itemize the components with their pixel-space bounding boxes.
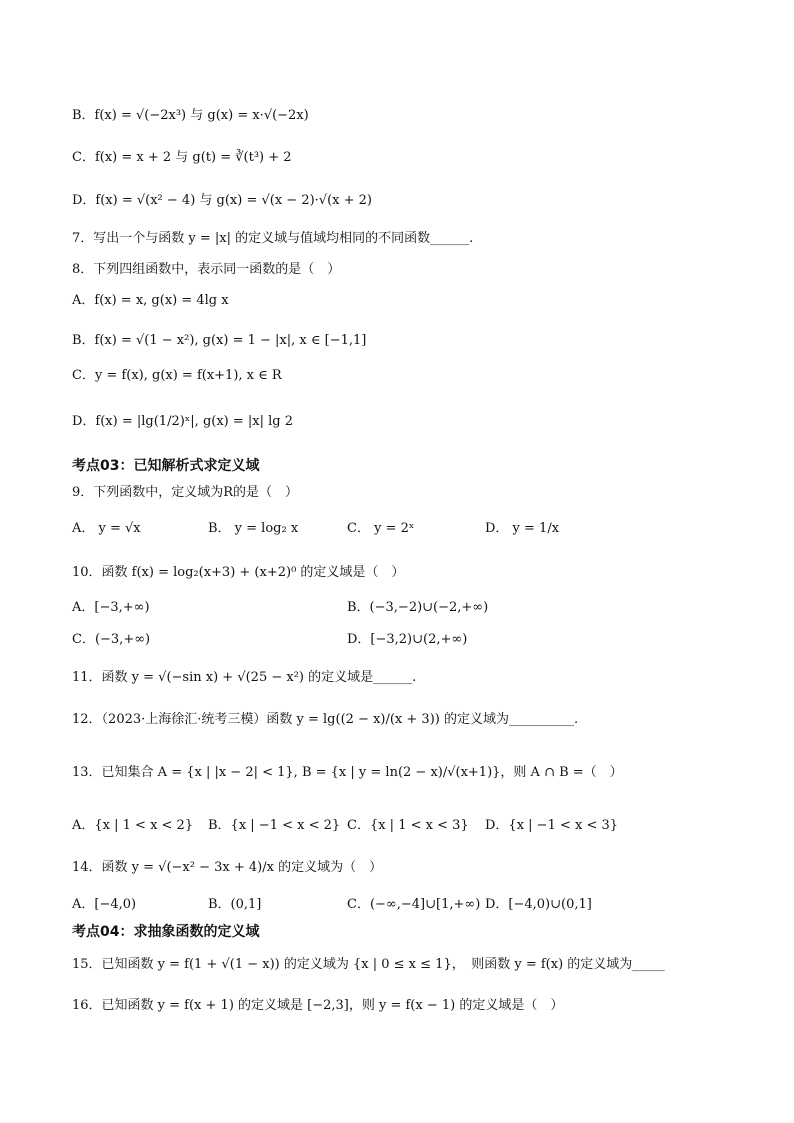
q13-option-c: C．{x | 1 < x < 3} bbox=[347, 818, 469, 833]
q9-option-c: C． y = 2ˣ bbox=[347, 521, 415, 536]
q10-stem: 10．函数 f(x) = log₂(x+3) + (x+2)⁰ 的定义域是（ ） bbox=[72, 565, 405, 580]
q6-option-b: B．f(x) = √(−2x³) 与 g(x) = x·√(−2x) bbox=[72, 108, 309, 123]
q10-option-c: C．(−3,+∞) bbox=[72, 632, 151, 647]
q12-stem: 12．（2023·上海徐汇·统考三模）函数 y = lg((2 − x)/(x + 3)) 的定义域为__________. bbox=[72, 712, 579, 727]
q14-option-a: A．[−4,0) bbox=[72, 897, 137, 912]
q8-stem: 8．下列四组函数中，表示同一函数的是（ ） bbox=[72, 262, 341, 277]
q13-option-a: A．{x | 1 < x < 2} bbox=[72, 818, 194, 833]
q9-option-b: B． y = log₂ x bbox=[208, 521, 299, 536]
q14-option-d: D．[−4,0)∪(0,1] bbox=[485, 897, 592, 912]
q9-option-d: D． y = 1/x bbox=[485, 521, 560, 536]
q6-option-d: D．f(x) = √(x² − 4) 与 g(x) = √(x − 2)·√(x + 2) bbox=[72, 193, 372, 208]
section-heading-04: 考点04：求抽象函数的定义域 bbox=[72, 924, 260, 940]
q8-option-a: A．f(x) = x, g(x) = 4lg x bbox=[72, 293, 229, 308]
q14-stem: 14．函数 y = √(−x² − 3x + 4)/x 的定义域为（ ） bbox=[72, 860, 383, 875]
q14-option-c: C．(−∞,−4]∪[1,+∞) bbox=[347, 897, 481, 912]
q11-stem: 11．函数 y = √(−sin x) + √(25 − x²) 的定义域是______. bbox=[72, 670, 417, 685]
q13-stem: 13．已知集合 A = {x | |x − 2| < 1}, B = {x | y = ln(2 − x)/√(x+1)}，则 A ∩ B =（ ） bbox=[72, 765, 623, 780]
q13-option-b: B．{x | −1 < x < 2} bbox=[208, 818, 341, 833]
q15-stem: 15．已知函数 y = f(1 + √(1 − x)) 的定义域为 {x | 0 ≤ x ≤ 1}， 则函数 y = f(x) 的定义域为_____ bbox=[72, 957, 665, 972]
q7-stem: 7．写出一个与函数 y = |x| 的定义域与值域均相同的不同函数______. bbox=[72, 231, 474, 246]
q9-option-a: A． y = √x bbox=[72, 521, 141, 536]
q16-stem: 16．已知函数 y = f(x + 1) 的定义域是 [−2,3]，则 y = f(x − 1) 的定义域是（ ） bbox=[72, 998, 564, 1013]
q6-option-c: C．f(x) = x + 2 与 g(t) = ∛(t³) + 2 bbox=[72, 150, 292, 165]
q9-stem: 9．下列函数中，定义域为R的是（ ） bbox=[72, 485, 299, 500]
q10-option-a: A．[−3,+∞) bbox=[72, 600, 150, 615]
q10-option-b: B．(−3,−2)∪(−2,+∞) bbox=[347, 600, 489, 615]
q14-option-b: B．(0,1] bbox=[208, 897, 262, 912]
q13-option-d: D．{x | −1 < x < 3} bbox=[485, 818, 619, 833]
q8-option-d: D．f(x) = |lg(1/2)ˣ|, g(x) = |x| lg 2 bbox=[72, 414, 294, 429]
q8-option-c: C．y = f(x), g(x) = f(x+1), x ∈ R bbox=[72, 368, 282, 383]
section-heading-03: 考点03：已知解析式求定义域 bbox=[72, 458, 260, 474]
q8-option-b: B．f(x) = √(1 − x²), g(x) = 1 − |x|, x ∈ [−1,1] bbox=[72, 333, 367, 348]
q10-option-d: D．[−3,2)∪(2,+∞) bbox=[347, 632, 468, 647]
